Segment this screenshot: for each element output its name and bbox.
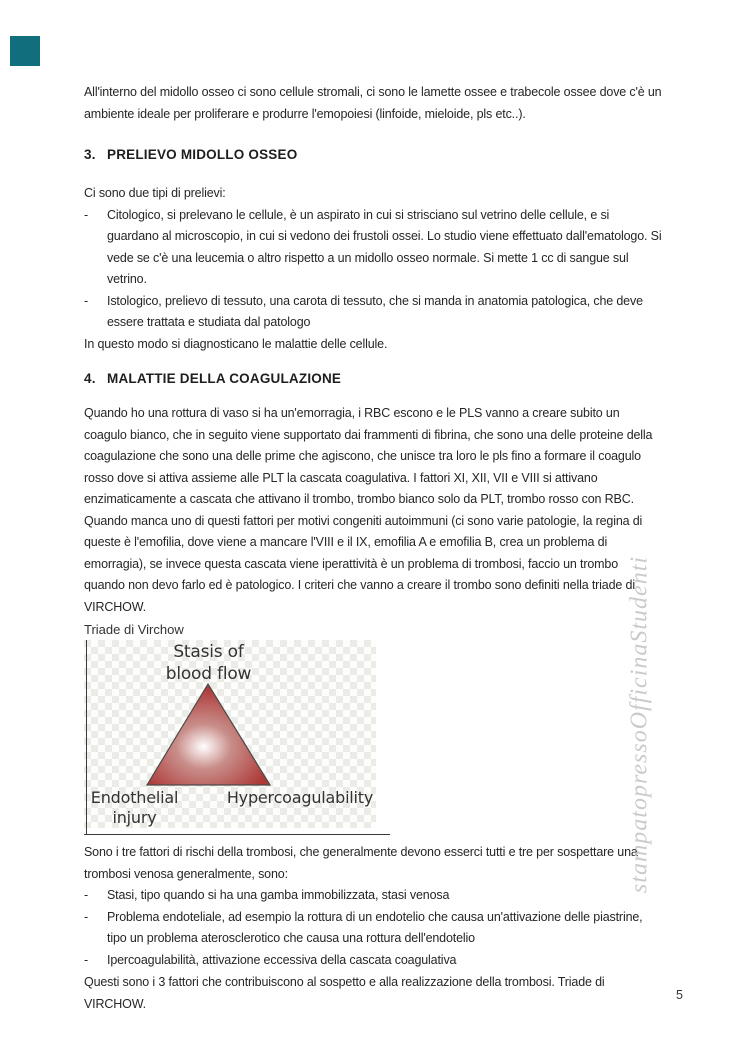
bullet-marker: - (84, 909, 89, 924)
list-item (84, 205, 662, 291)
bullet-text: Problema endoteliale, ad esempio la rottura di un endotelio che causa un'attivazione delle piastrine, tipo un problema aterosclerotico che causa una rottura dell'endotelio (107, 909, 643, 945)
bullet-text: Stasi, tipo quando si ha una gamba immobilizzata, stasi venosa (107, 888, 450, 902)
bullet-text: Ipercoagulabilità, attivazione eccessiva della cascata coagulativa (107, 952, 457, 967)
section-number: 3. (84, 147, 96, 162)
figure-left-border (86, 640, 87, 835)
section-title: MALATTIE DELLA COAGULAZIONE (107, 371, 342, 386)
triangle-shape (147, 684, 270, 785)
page-content (84, 82, 662, 1015)
list-item (84, 907, 662, 950)
lead-paragraph: Ci sono due tipi di prelievi: (84, 186, 226, 200)
list-item (84, 885, 662, 907)
section-number: 4. (84, 371, 96, 386)
prelievo-bullet-list (84, 205, 662, 334)
watermark-text: stampatopressoOfficinaStudenti (626, 555, 653, 894)
figure-label-hypercoagulability: Hypercoagulability (226, 788, 374, 807)
bullet-marker: - (84, 293, 89, 308)
closing-paragraph: In questo modo si diagnosticano le malattie delle cellule. (84, 336, 388, 351)
bullet-text: Istologico, prelievo di tessuto, una carota di tessuto, che si manda in anatomia patologica, che deve essere trattata e studiata dal patologo (107, 293, 643, 329)
thrombosis-bullet-list (84, 885, 662, 971)
bullet-marker: - (84, 952, 89, 967)
list-item (84, 950, 662, 972)
figure-label-endothelial: Endothelial injury (90, 788, 179, 827)
final-paragraph: Questi sono i 3 fattori che contribuiscono al sospetto e alla realizzazione della trombosi. Triade di VIRCHOW. (84, 975, 605, 1011)
coagulation-paragraph: Quando ho una rottura di vaso si ha un'emorragia, i RBC escono e le PLS vanno a creare subito un coagulo bianco, che in seguito viene supportato dai frammenti di fibrina, che sono una delle proteine della coagulazione che sono una delle prime che agiscono, che unisce tra loro le pls fino a formare il coagulo rosso dove si attiva assieme alle PLT la cascata coagulativa. I fattori XI, XII, VII e VIII si attivano enzimaticamente a cascata che attivano il trombo, trombo bianco solo da PLT, trombo rosso con RBC. Quando manca uno di questi fattori per motivi congeniti autoimmuni (ci sono varie patologie, la regina di queste è l'emofilia, dove viene a mancare l'VIII e il IX, emofilia A e emofilia B, crea un problema di emorragia), se invece questa cascata viene iperattività è un problema di trombosi, faccio un trombo quando non devo farlo ed è patologico. I criteri che vanno a creare il trombo sono definiti nella triade di VIRCHOW. (84, 406, 653, 614)
virchow-triad-figure (84, 640, 380, 836)
figure-bottom-rule (84, 834, 390, 835)
section-title: PRELIEVO MIDOLLO OSSEO (107, 147, 298, 162)
bullet-marker: - (84, 207, 89, 222)
intro-paragraph: All'interno del midollo osseo ci sono cellule stromali, ci sono le lamette ossee e trabecole ossee dove c'è un ambiente ideale per proliferare e produrre l'emopoiesi (linfoide, mieloide, pls etc..). (84, 85, 662, 121)
after-figure-paragraph: Sono i tre fattori di rischi della trombosi, che generalmente devono esserci tutti e tre per sospettare una trombosi venosa generalmente, sono: (84, 845, 638, 881)
bullet-text: Citologico, si prelevano le cellule, è un aspirato in cui si strisciano sul vetrino delle cellule, e si guardano al microscopio, in cui si vedono dei frustoli ossei. Lo studio viene effettuato dall'ematologo. Si vede se c'è una leucemia o altro rispetto a un midollo osseo normale. Si mette 1 cc di sangue sul vetrino. (107, 207, 662, 286)
section-heading-malattie (84, 369, 662, 389)
figure-caption: Triade di Virchow (84, 622, 184, 637)
figure-image (84, 640, 376, 828)
corner-mark (10, 36, 40, 66)
list-item (84, 291, 662, 334)
section-heading-prelievo (84, 145, 662, 165)
page-number: 5 (676, 988, 683, 1002)
bullet-marker: - (84, 888, 89, 902)
figure-label-stasis: Stasis of blood flow (165, 642, 252, 684)
